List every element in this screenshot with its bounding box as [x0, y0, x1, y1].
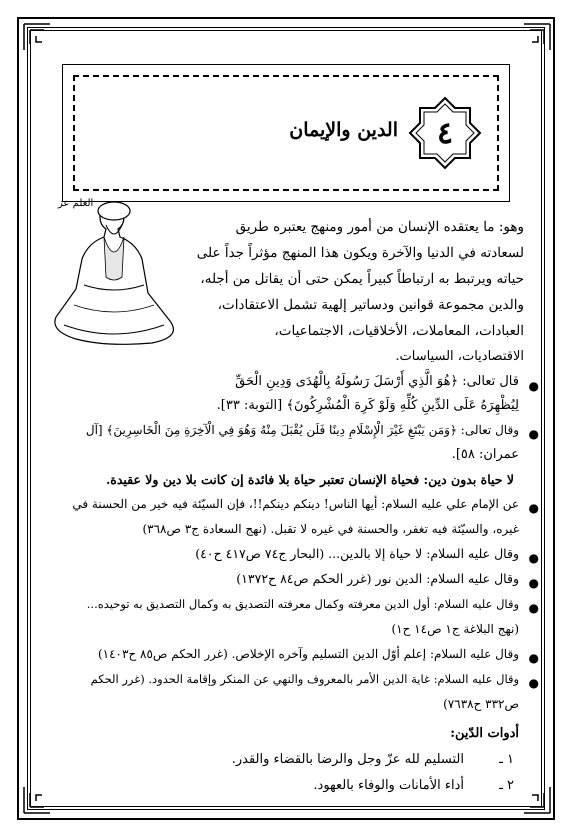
tools-heading: أدوات الدّين:	[450, 726, 519, 741]
hadith-line: وقال عليه السلام: الدين نور (غرر الحكم ص٨٤ ح١٣٧٢)	[236, 571, 519, 586]
tools-item-number: ١ ـ	[499, 752, 514, 767]
hadith-line: وقال عليه السلام: إعلم أوّل الدين التسليم وآخره الإخلاص. (غرر الحكم ص٨٥ ح١٤٠٣)	[97, 647, 519, 661]
hadith-line: (نهج البلاغة ج١ ص١٤ ح١)	[391, 622, 519, 636]
chapter-number-badge	[408, 96, 482, 170]
tools-item-text: أداء الأمانات والوفاء بالعهود.	[313, 778, 464, 793]
corner-ornament-icon	[22, 785, 52, 815]
hadith-line: غيره، والسيّئة فيه تغفر، والحسنة في غيره لا تقبل. (نهج السعادة ج٣ ص٣٦٨)	[142, 522, 519, 536]
hadith-line: وقال عليه السلام: غاية الدين الأمر بالمعروف والنهي عن المنكر وإقامة الحدود. (غرر الحكم	[90, 672, 519, 686]
quran-verse-line: لِيُظْهِرَهُ عَلَى الدِّينِ كُلِّهِ وَلَوْ كَرِهَ الْمُشْرِكُونَ﴾ [التوبة: ٣٣].	[216, 398, 519, 413]
hadith-line: عن الإمام علي عليه السلام: أيها الناس! دينكم دينكم!!، فإن السيّئة فيه خير من الحسنة في	[72, 497, 519, 511]
quran-verse-line: قال تعالى: ﴿هُوَ الَّذِي أَرْسَلَ رَسُولَهُ بِالْهُدَى وَدِينِ الْحَقِّ	[235, 374, 519, 389]
bullet-icon: ●	[528, 379, 539, 393]
bullet-icon: ●	[528, 427, 539, 441]
bullet-icon: ●	[528, 651, 539, 665]
corner-ornament-icon	[522, 22, 552, 52]
hadith-line: وقال عليه السلام: لا حياة إلا بالدين... (البحار ج٧٤ ص٤١٧ ح٤٠)	[195, 546, 519, 561]
bullet-icon: ●	[528, 551, 539, 565]
bullet-icon: ●	[528, 501, 539, 515]
bullet-icon: ●	[528, 576, 539, 590]
quran-verse-line: وقال تعالى: ﴿وَمَن يَبْتَغِ غَيْرَ الْإِسْلَامِ دِينًا فَلَن يُقْبَلَ مِنْهُ وَهُوَ فِي الْآخِرَةِ مِنَ الْخَاسِرِينَ﴾ [آل	[85, 423, 519, 437]
portrait-caption: العلم عز	[58, 198, 94, 209]
hadith-line: وقال عليه السلام: أول الدين معرفته وكمال معرفته التصديق به وكمال التصديق به توحيده...	[86, 597, 519, 611]
tools-item-number: ٢ ـ	[499, 778, 514, 793]
corner-ornament-icon	[522, 785, 552, 815]
no-life-without-religion: لا حياة بدون دين: فحياة الإنسان تعتبر حياة بلا فائدة إن كانت بلا دين ولا عقيدة.	[105, 472, 514, 487]
scholar-portrait-image	[44, 185, 184, 350]
quran-verse-line: عمران: ٥٨].	[451, 447, 519, 462]
intro-line: وهو: ما يعتقده الإنسان من أمور ومنهج يعتبره طريق	[235, 219, 524, 235]
intro-line: الاقتصاديات، السياسات.	[395, 349, 524, 364]
intro-line: لسعادته في الدنيا والآخرة ويكون هذا المنهج مؤثراً جداً على	[196, 245, 524, 261]
intro-line: العبادات، المعاملات، الأخلاقيات، الاجتماعيات،	[274, 323, 524, 339]
hadith-line: ص٣٣٢ ح٧٦٣٨)	[443, 697, 519, 711]
intro-line: حياته ويرتبط به ارتباطاً كبيراً يمكن حتى أن يقاتل من أجله،	[200, 271, 524, 287]
intro-line: والدين مجموعة قوانين ودساتير إلهية تشمل الاعتقادات،	[217, 297, 524, 313]
chapter-title: الدين والإيمان	[289, 119, 398, 141]
corner-ornament-icon	[22, 22, 52, 52]
chapter-number: ٤	[436, 116, 454, 151]
bullet-icon: ●	[528, 676, 539, 690]
bullet-icon: ●	[528, 601, 539, 615]
tools-item-text: التسليم لله عزّ وجل والرضا بالقضاء والقدر.	[231, 752, 464, 767]
